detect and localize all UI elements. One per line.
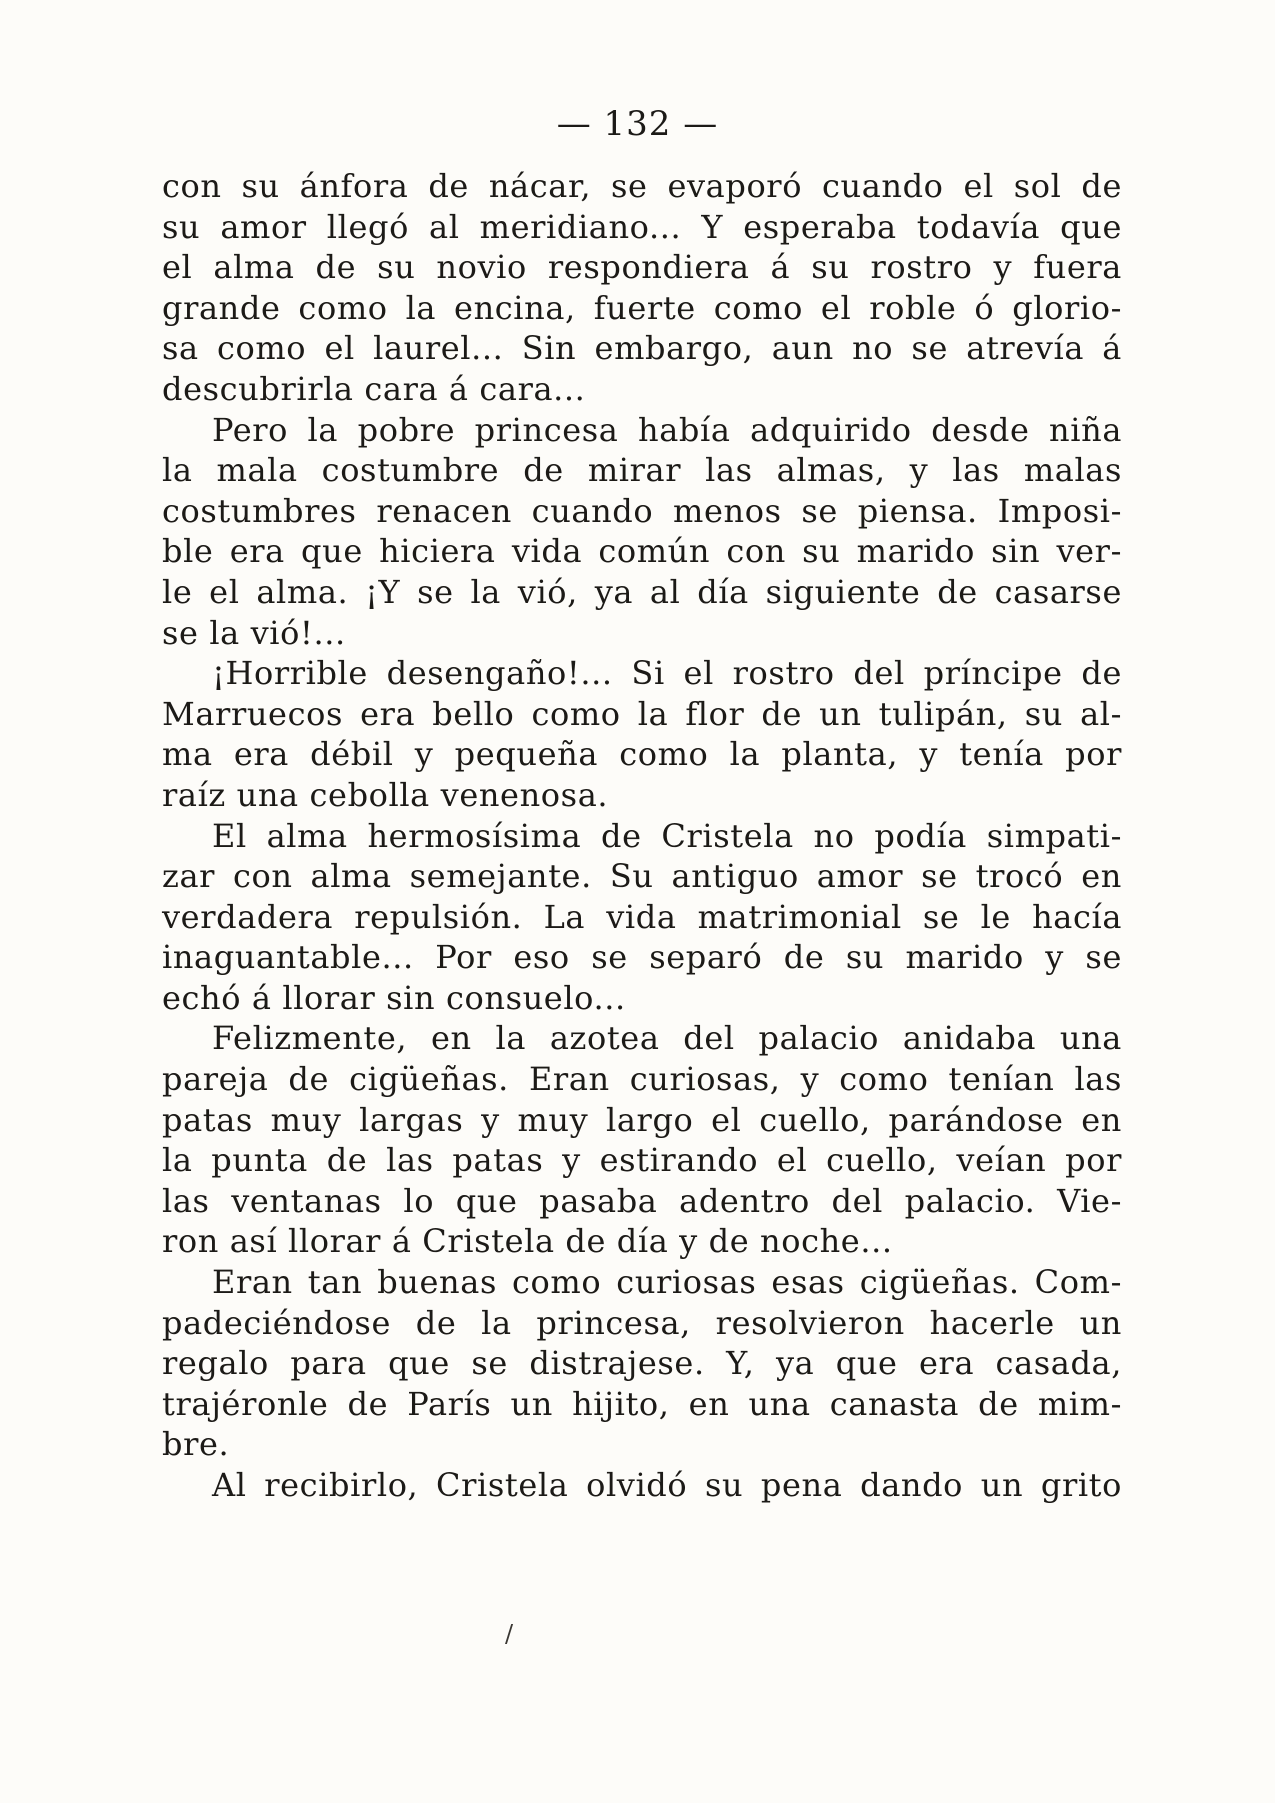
text-line: ma era débil y pequeña como la planta, y tenía por <box>162 735 1122 774</box>
text-line: zar con alma semejante. Su antiguo amor se trocó en <box>162 857 1122 896</box>
text-line: Al recibirlo, Cristela olvidó su pena dando un grito <box>212 1466 1122 1504</box>
text-line: sa como el laurel... Sin embargo, aun no se atrevía á <box>162 329 1122 368</box>
text-line: Eran tan buenas como curiosas esas cigüeñas. Com- <box>212 1263 1122 1302</box>
text-line: con su ánfora de nácar, se evaporó cuando el sol de <box>162 167 1122 205</box>
text-line: Marruecos era bello como la flor de un tulipán, su al- <box>162 694 1122 733</box>
text-line: regalo para que se distrajese. Y, ya que era casada, <box>162 1344 1122 1383</box>
text-line: echó á llorar sin consuelo... <box>162 978 626 1017</box>
text-line: descubrirla cara á cara... <box>162 369 586 408</box>
text-line: el alma de su novio respondiera á su rostro y fuera <box>162 248 1122 287</box>
text-line: pareja de cigüeñas. Eran curiosas, y como tenían las <box>162 1060 1122 1099</box>
text-line: verdadera repulsión. La vida matrimonial se le hacía <box>162 897 1122 936</box>
text-line: Pero la pobre princesa había adquirido desde niña <box>212 410 1122 449</box>
text-line: ble era que hiciera vida común con su marido sin ver- <box>162 532 1122 571</box>
text-line: patas muy largas y muy largo el cuello, parándose en <box>162 1100 1122 1139</box>
text-line: le el alma. ¡Y se la vió, ya al día siguiente de casarse <box>162 572 1122 611</box>
text-line: trajéronle de París un hijito, en una canasta de mim- <box>162 1384 1122 1423</box>
text-line: ¡Horrible desengaño!... Si el rostro del príncipe de <box>212 654 1122 693</box>
text-line: El alma hermosísima de Cristela no podía simpati- <box>212 816 1122 855</box>
text-line: la punta de las patas y estirando el cuello, veían por <box>162 1141 1122 1180</box>
text-line: su amor llegó al meridiano... Y esperaba todavía que <box>162 207 1122 246</box>
body-text <box>162 166 1122 1506</box>
page-number: — 132 — <box>556 104 719 144</box>
text-line: ron así llorar á Cristela de día y de noche... <box>162 1222 893 1261</box>
ink-mark: / <box>505 1620 514 1648</box>
text-line: bre. <box>162 1425 230 1464</box>
text-line: costumbres renacen cuando menos se piensa. Imposi- <box>162 491 1122 530</box>
text-line: Felizmente, en la azotea del palacio anidaba una <box>212 1019 1122 1058</box>
text-line: grande como la encina, fuerte como el roble ó glorio- <box>162 288 1122 327</box>
text-line: inaguantable... Por eso se separó de su marido y se <box>162 938 1122 977</box>
text-line: padeciéndose de la princesa, resolvieron hacerle un <box>162 1303 1122 1342</box>
text-line: se la vió!... <box>162 613 346 652</box>
text-line: las ventanas lo que pasaba adentro del palacio. Vie- <box>162 1181 1122 1220</box>
text-line: raíz una cebolla venenosa. <box>162 775 609 814</box>
text-line: la mala costumbre de mirar las almas, y las malas <box>162 451 1122 490</box>
